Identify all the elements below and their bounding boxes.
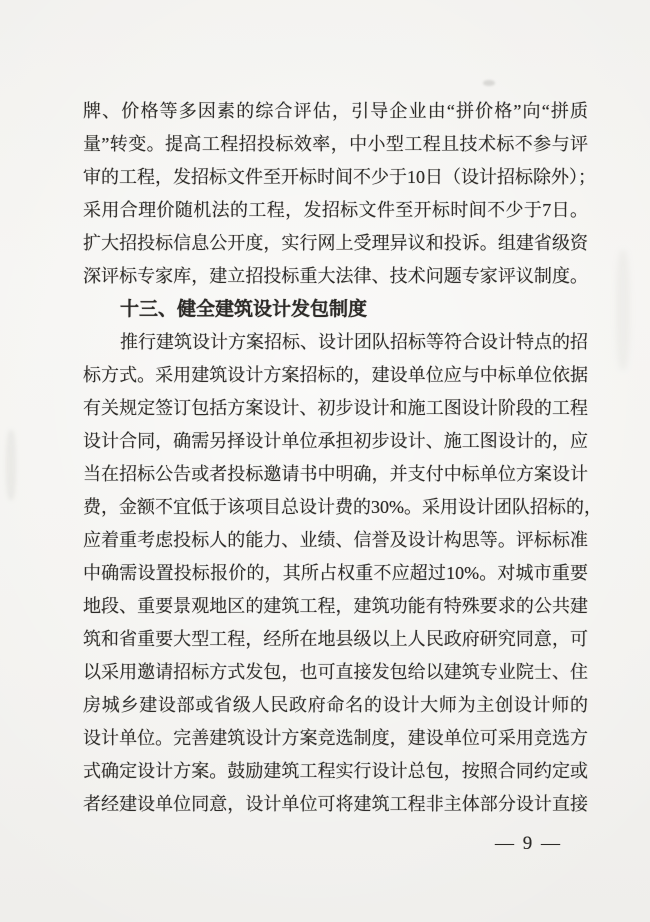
paragraph1-line: 扩大招投标信息公开度，实行网上受理异议和投诉。组建省级资 (83, 233, 588, 253)
page-number: — 9 — (495, 833, 562, 854)
paragraph2-line: 设计单位。完善建筑设计方案竞选制度，建设单位可采用竞选方 (83, 728, 588, 748)
paragraph2-line: 房城乡建设部或省级人民政府命名的设计大师为主创设计师的 (83, 695, 588, 715)
paragraph2-line: 筑和省重要大型工程，经所在地县级以上人民政府研究同意，可 (83, 629, 588, 649)
paragraph1-line: 审的工程，发招标文件至开标时间不少于10日（设计招标除外）； (83, 167, 596, 187)
paragraph2-line: 地段、重要景观地区的建筑工程，建筑功能有特殊要求的公共建 (83, 596, 588, 616)
paragraph1-line: 量”转变。提高工程招投标效率，中小型工程且技术标不参与评 (83, 134, 588, 154)
paragraph2-line: 设计合同，确需另择设计单位承担初步设计、施工图设计的，应 (83, 431, 588, 451)
paragraph1-line: 采用合理价随机法的工程，发招标文件至开标时间不少于7日。 (83, 200, 588, 220)
paragraph2-line: 应着重考虑投标人的能力、业绩、信誉及设计构思等。评标标准 (83, 530, 588, 550)
paragraph2-line: 以采用邀请招标方式发包，也可直接发包给以建筑专业院士、住 (83, 662, 588, 682)
paragraph2-line: 有关规定签订包括方案设计、初步设计和施工图设计阶段的工程 (83, 398, 588, 418)
scan-smudge (616, 250, 630, 370)
document-body (83, 95, 602, 821)
paragraph2-line: 标方式。采用建筑设计方案招标的，建设单位应与中标单位依据 (83, 365, 588, 385)
paragraph2-line: 费，金额不宜低于该项目总设计费的30%。采用设计团队招标的， (83, 497, 602, 517)
scan-smudge (6, 430, 16, 500)
paragraph2-line: 式确定设计方案。鼓励建筑工程实行设计总包，按照合同约定或 (83, 761, 588, 781)
paragraph1-line: 牌、价格等多因素的综合评估，引导企业由“拼价格”向“拼质 (83, 101, 588, 121)
paragraph2-line: 当在招标公告或者投标邀请书中明确，并支付中标单位方案设计 (83, 464, 588, 484)
section-heading: 十三、健全建筑设计发包制度 (120, 299, 368, 320)
paragraph2-line: 中确需设置投标报价的，其所占权重不应超过10%。对城市重要 (83, 563, 588, 583)
paragraph2-line: 推行建筑设计方案招标、设计团队招标等符合设计特点的招 (120, 332, 588, 352)
paragraph2-line: 者经建设单位同意，设计单位可将建筑工程非主体部分设计直接 (83, 794, 588, 814)
scan-smudge (483, 80, 495, 86)
paragraph1-line: 深评标专家库，建立招投标重大法律、技术问题专家评议制度。 (83, 266, 588, 286)
